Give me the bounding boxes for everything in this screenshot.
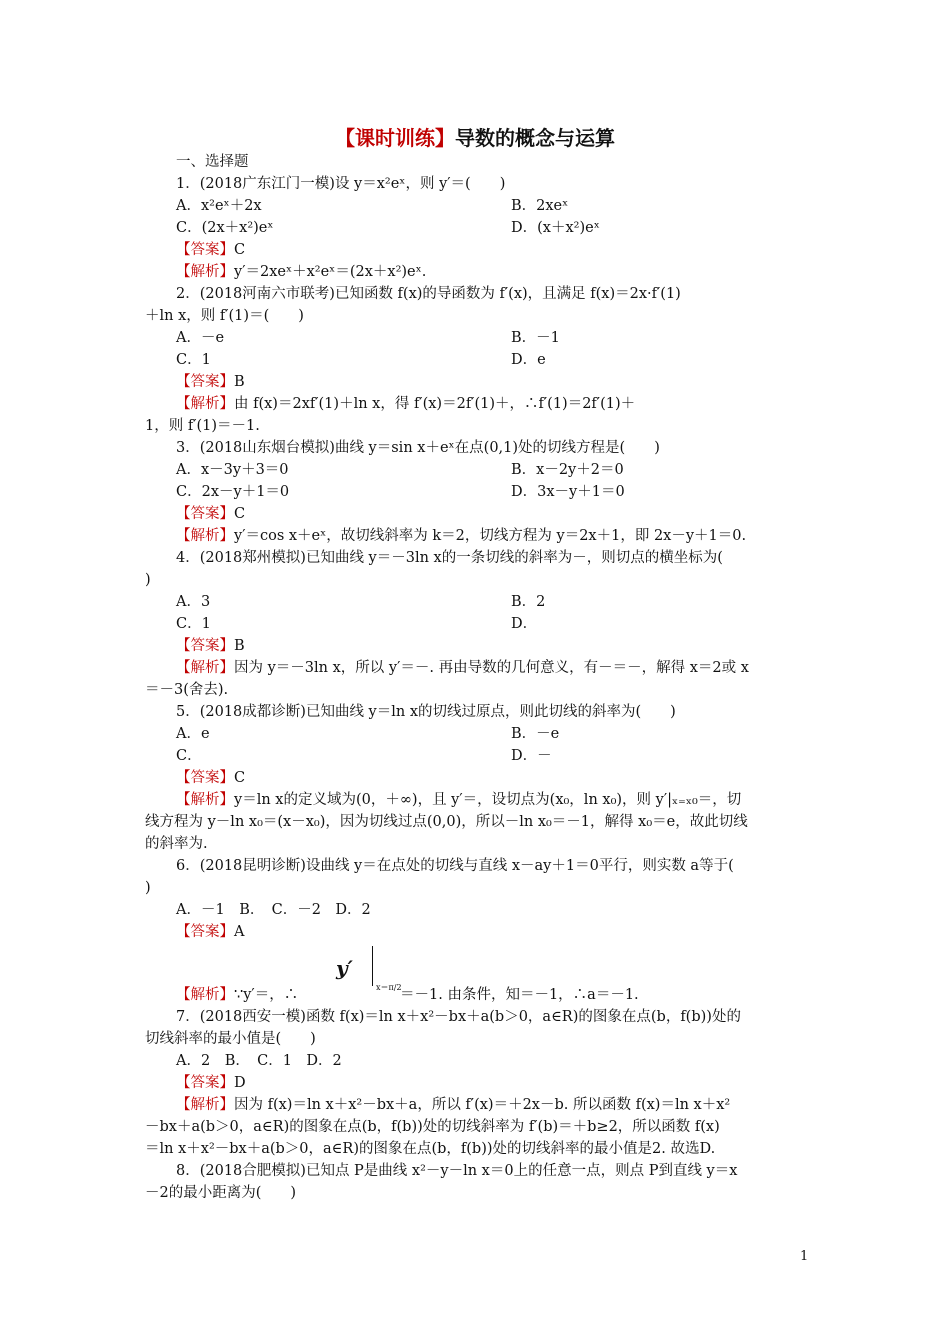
question-4-cont: ) [145, 572, 151, 588]
analysis-cont: 1，则 f′(1)＝－1. [145, 418, 260, 434]
option: A．x－3y＋3＝0 [176, 462, 289, 478]
question-7-cont: 切线斜率的最小值是( ) [145, 1031, 316, 1047]
answer: 【答案】B [176, 374, 245, 390]
option: C．(2x＋x²)eˣ [176, 220, 274, 236]
analysis: 【解析】y′＝2xeˣ＋x²eˣ＝(2x＋x²)eˣ. [176, 264, 427, 280]
analysis-cont: ＝ln x＋x²－bx＋a(b＞0，a∈R)的图象在点(b，f(b))处的切线斜率的最小值是2. 故选D. [145, 1141, 716, 1157]
question-5: 5．(2018成都诊断)已知曲线 y＝ln x的切线过原点，则此切线的斜率为( ) [176, 704, 676, 720]
question-6-cont: ) [145, 880, 151, 896]
option: A．－e [176, 330, 225, 346]
option: A．3 [176, 594, 211, 610]
answer: 【答案】A [176, 924, 245, 940]
answer: 【答案】C [176, 770, 246, 786]
option: C．1 [176, 616, 211, 632]
options-row: A．－1 B． C．－2 D．2 [176, 902, 371, 918]
option: B．2 [511, 594, 546, 610]
analysis: 【解析】因为 y＝－3ln x，所以 y′＝－. 再由导数的几何意义，有－＝－，解得 x＝2或 x [176, 660, 749, 676]
question-6: 6．(2018昆明诊断)设曲线 y＝在点处的切线与直线 x－ay＋1＝0平行，则实数 a等于( [176, 858, 734, 874]
title-bracket: 【课时训练】 [335, 126, 455, 150]
analysis-cont: ＝－3(舍去). [145, 682, 229, 698]
option: A．e [176, 726, 210, 742]
question-1: 1．(2018广东江门一模)设 y＝x²eˣ，则 y′＝( ) [176, 176, 506, 192]
analysis-cont: －bx＋a(b＞0，a∈R)的图象在点(b，f(b))处的切线斜率为 f′(b)＝＋b≥2，所以函数 f(x) [145, 1119, 720, 1135]
analysis: 【解析】因为 f(x)＝ln x＋x²－bx＋a，所以 f′(x)＝＋2x－b. 所以函数 f(x)＝ln x＋x² [176, 1097, 731, 1113]
question-3: 3．(2018山东烟台模拟)曲线 y＝sin x＋eˣ在点(0,1)处的切线方程是( ) [176, 440, 660, 456]
option: B．x－2y＋2＝0 [511, 462, 624, 478]
answer-tag: 【答案】 [176, 242, 234, 258]
title-text: 导数的概念与运算 [455, 126, 615, 150]
option: C．1 [176, 352, 211, 368]
analysis-tag: 【解析】 [176, 264, 234, 280]
question-8-cont: －2的最小距离为( ) [145, 1185, 297, 1201]
option: D．－ [511, 748, 552, 764]
analysis: 【解析】y′＝cos x＋eˣ，故切线斜率为 k＝2，切线方程为 y＝2x＋1，即 2x－y＋1＝0. [176, 528, 747, 544]
evaluation-subscript: x＝π/2 [376, 983, 402, 992]
answer: 【答案】C [176, 506, 246, 522]
options-row: A．2 B． C．1 D．2 [176, 1053, 342, 1069]
derivative-symbol: y′ [336, 956, 353, 980]
option: A．x²eˣ＋2x [176, 198, 262, 214]
option: D． [511, 616, 538, 632]
question-8: 8．(2018合肥模拟)已知点 P是曲线 x²－y－ln x＝0上的任意一点，则点 P到直线 y＝x [176, 1163, 738, 1179]
page-title [0, 122, 950, 151]
option: D．(x＋x²)eˣ [511, 220, 600, 236]
evaluation-bar [372, 946, 373, 986]
page-number: 1 [800, 1249, 809, 1264]
answer: 【答案】D [176, 1075, 246, 1091]
option: B．－1 [511, 330, 560, 346]
analysis-cont: ＝－1. 由条件，知＝－1，∴a＝－1. [400, 987, 639, 1003]
answer: 【答案】B [176, 638, 245, 654]
section-heading: 一、选择题 [176, 154, 249, 170]
question-7: 7．(2018西安一模)函数 f(x)＝ln x＋x²－bx＋a(b＞0，a∈R)的图象在点(b，f(b))处的 [176, 1009, 741, 1025]
option: D．3x－y＋1＝0 [511, 484, 625, 500]
question-4: 4．(2018郑州模拟)已知曲线 y＝－3ln x的一条切线的斜率为－，则切点的横坐标为( [176, 550, 723, 566]
analysis-cont: 的斜率为. [145, 836, 208, 852]
option: C． [176, 748, 202, 764]
analysis-cont: 线方程为 y－ln x₀＝(x－x₀)，因为切线过点(0,0)，所以－ln x₀＝－1，解得 x₀＝e，故此切线 [145, 814, 748, 830]
answer: 【答案】C [176, 242, 246, 258]
option: B．－e [511, 726, 560, 742]
analysis: 【解析】由 f(x)＝2xf′(1)＋ln x，得 f′(x)＝2f′(1)＋，∴f′(1)＝2f′(1)＋ [176, 396, 636, 412]
analysis: 【解析】y＝ln x的定义域为(0，＋∞)，且 y′＝，设切点为(x₀，ln x₀)，则 y′|ₓ₌ₓ₀＝，切 [176, 792, 742, 808]
question-2-cont: ＋ln x，则 f′(1)＝( ) [145, 308, 304, 324]
option: C．2x－y＋1＝0 [176, 484, 290, 500]
option: B．2xeˣ [511, 198, 569, 214]
option: D．e [511, 352, 546, 368]
question-2: 2．(2018河南六市联考)已知函数 f(x)的导函数为 f′(x)，且满足 f(x)＝2x·f′(1) [176, 286, 681, 302]
analysis: 【解析】∵y′＝，∴ [176, 987, 299, 1003]
